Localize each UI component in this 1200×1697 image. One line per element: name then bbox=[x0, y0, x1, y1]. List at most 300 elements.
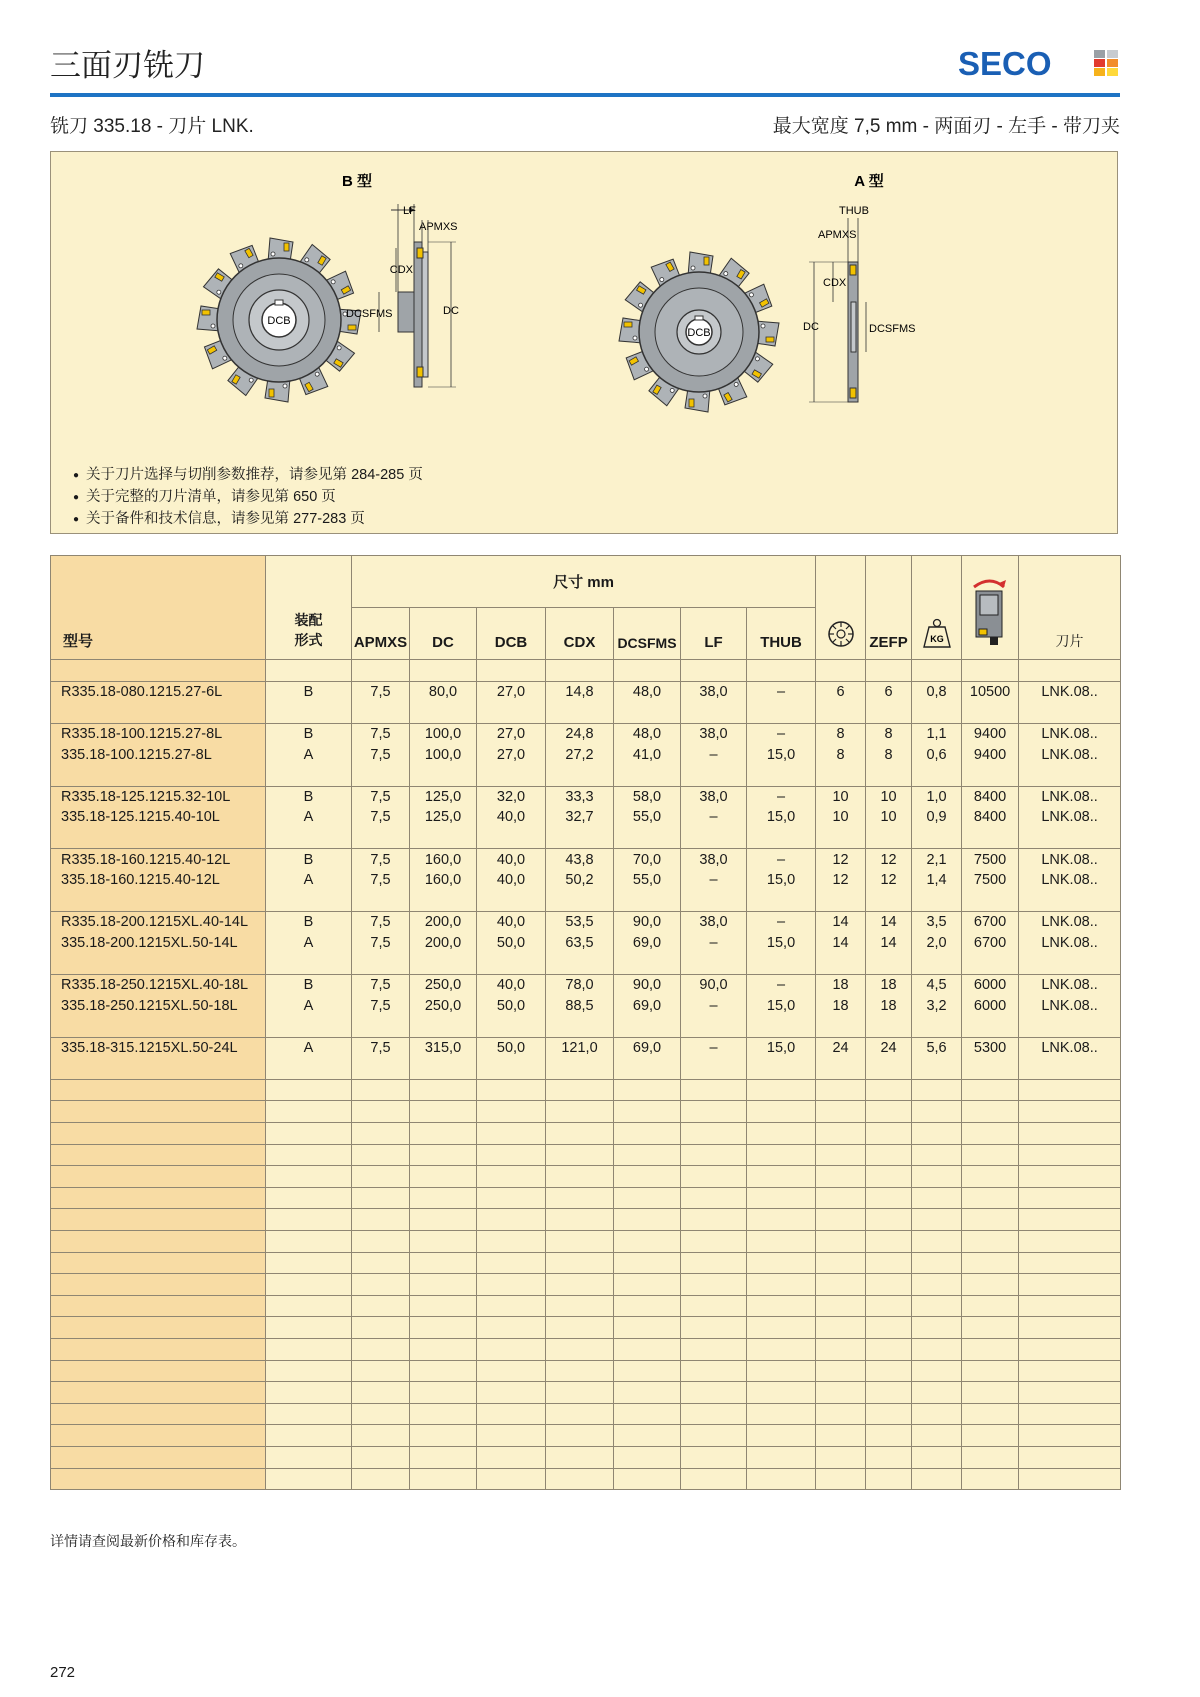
table-cell bbox=[477, 891, 546, 912]
table-cell bbox=[962, 1446, 1019, 1468]
table-row bbox=[51, 996, 1121, 1017]
table-cell bbox=[1019, 1468, 1121, 1490]
col-header-weight bbox=[912, 556, 962, 660]
table-cell bbox=[546, 1382, 614, 1404]
table-row bbox=[51, 744, 1121, 765]
table-cell bbox=[912, 660, 962, 682]
cell-dc: 200,0 bbox=[410, 912, 477, 933]
table-cell bbox=[352, 1079, 410, 1101]
table-cell bbox=[410, 1360, 477, 1382]
table-cell bbox=[962, 1425, 1019, 1447]
table-cell bbox=[816, 702, 866, 723]
table-cell bbox=[614, 1187, 681, 1209]
cell-cdx: 121,0 bbox=[546, 1037, 614, 1058]
table-cell bbox=[747, 660, 816, 682]
table-cell bbox=[51, 702, 266, 723]
cell-insert: LNK.08.. bbox=[1019, 723, 1121, 744]
cdx-label-a: CDX bbox=[823, 277, 847, 289]
table-spacer-row bbox=[51, 702, 1121, 723]
table-cell bbox=[51, 1079, 266, 1101]
cell-dc: 160,0 bbox=[410, 870, 477, 891]
cell-dc: 250,0 bbox=[410, 996, 477, 1017]
table-cell bbox=[1019, 1425, 1121, 1447]
table-cell bbox=[266, 765, 352, 786]
table-cell bbox=[266, 953, 352, 974]
table-cell bbox=[962, 1144, 1019, 1166]
table-cell bbox=[681, 660, 747, 682]
table-cell bbox=[866, 953, 912, 974]
table-cell bbox=[816, 1468, 866, 1490]
table-cell bbox=[912, 1058, 962, 1079]
table-cell bbox=[266, 1317, 352, 1339]
table-cell bbox=[866, 1382, 912, 1404]
table-cell bbox=[410, 1339, 477, 1361]
table-cell bbox=[410, 1166, 477, 1188]
table-cell bbox=[912, 1295, 962, 1317]
table-row bbox=[51, 870, 1121, 891]
col-group-dims: 尺寸 mm bbox=[352, 556, 816, 608]
table-cell bbox=[1019, 1166, 1121, 1188]
cell-rpm: 8400 bbox=[962, 786, 1019, 807]
col-header-code: 型号 bbox=[51, 556, 266, 660]
table-cell bbox=[962, 1231, 1019, 1253]
cell-dc: 100,0 bbox=[410, 744, 477, 765]
table-cell bbox=[1019, 1079, 1121, 1101]
cell-rpm: 6700 bbox=[962, 933, 1019, 954]
page-title: 三面刃铣刀 bbox=[50, 48, 205, 84]
table-cell bbox=[912, 1123, 962, 1145]
table-cell bbox=[477, 1446, 546, 1468]
table-cell bbox=[352, 1231, 410, 1253]
table-cell bbox=[912, 1231, 962, 1253]
cell-lf: 38,0 bbox=[681, 723, 747, 744]
table-spacer-row bbox=[51, 891, 1121, 912]
table-cell bbox=[912, 765, 962, 786]
table-cell bbox=[912, 702, 962, 723]
cell-thub: 15,0 bbox=[747, 870, 816, 891]
col-header-dcsfms: DCSFMS bbox=[614, 608, 681, 660]
cell-dcb: 40,0 bbox=[477, 849, 546, 870]
cell-mount: A bbox=[266, 933, 352, 954]
cell-thub: – bbox=[747, 974, 816, 995]
table-cell bbox=[962, 1403, 1019, 1425]
table-cell bbox=[352, 1425, 410, 1447]
table-cell bbox=[352, 1101, 410, 1123]
table-cell bbox=[747, 1403, 816, 1425]
table-cell bbox=[681, 1231, 747, 1253]
table-cell bbox=[266, 1274, 352, 1296]
table-empty-row bbox=[51, 1382, 1121, 1404]
col-header-thub: THUB bbox=[747, 608, 816, 660]
cell-dc: 125,0 bbox=[410, 786, 477, 807]
cell-code: 335.18-200.1215XL.50-14L bbox=[51, 933, 266, 954]
table-cell bbox=[816, 1252, 866, 1274]
mount-header-text: 装配形式 bbox=[294, 613, 323, 649]
col-header-cdx: CDX bbox=[546, 608, 614, 660]
product-spec-summary: 最大宽度 7,5 mm - 两面刃 - 左手 - 带刀夹 bbox=[772, 116, 1120, 137]
table-cell bbox=[1019, 1446, 1121, 1468]
table-cell bbox=[477, 828, 546, 849]
table-cell bbox=[962, 1209, 1019, 1231]
table-cell bbox=[1019, 1144, 1121, 1166]
table-cell bbox=[747, 1382, 816, 1404]
table-empty-row bbox=[51, 1295, 1121, 1317]
table-cell bbox=[410, 1209, 477, 1231]
col-header-apmxs: APMXS bbox=[352, 608, 410, 660]
table-empty-row bbox=[51, 1252, 1121, 1274]
type-b-cutter-side-view bbox=[346, 204, 459, 387]
table-cell bbox=[266, 1209, 352, 1231]
cell-zefp: 18 bbox=[866, 996, 912, 1017]
table-cell bbox=[912, 1144, 962, 1166]
table-cell bbox=[816, 1079, 866, 1101]
table-cell bbox=[747, 1166, 816, 1188]
table-cell bbox=[352, 953, 410, 974]
table-cell bbox=[266, 1231, 352, 1253]
cell-rpm: 7500 bbox=[962, 870, 1019, 891]
table-cell bbox=[816, 1144, 866, 1166]
table-cell bbox=[51, 891, 266, 912]
col-header-dcb: DCB bbox=[477, 608, 546, 660]
table-cell bbox=[352, 1403, 410, 1425]
table-cell bbox=[747, 702, 816, 723]
cell-mount: A bbox=[266, 1037, 352, 1058]
table-cell bbox=[912, 1339, 962, 1361]
note-item: ● 关于刀片选择与切削参数推荐，请参见第 284-285 页 bbox=[73, 465, 423, 487]
cell-cdx: 32,7 bbox=[546, 807, 614, 828]
table-cell bbox=[546, 1058, 614, 1079]
spec-table bbox=[50, 555, 1121, 1490]
cell-zefp: 14 bbox=[866, 912, 912, 933]
table-cell bbox=[681, 1339, 747, 1361]
cell-cdx: 88,5 bbox=[546, 996, 614, 1017]
table-cell bbox=[410, 1446, 477, 1468]
cell-cdx: 14,8 bbox=[546, 681, 614, 702]
table-cell bbox=[866, 1468, 912, 1490]
table-cell bbox=[866, 1360, 912, 1382]
table-cell bbox=[546, 1274, 614, 1296]
table-cell bbox=[681, 1101, 747, 1123]
table-cell bbox=[477, 1317, 546, 1339]
table-cell bbox=[962, 1101, 1019, 1123]
table-cell bbox=[410, 1317, 477, 1339]
cell-insert: LNK.08.. bbox=[1019, 912, 1121, 933]
cell-insert: LNK.08.. bbox=[1019, 996, 1121, 1017]
table-cell bbox=[962, 1058, 1019, 1079]
table-cell bbox=[614, 1209, 681, 1231]
cell-mount: B bbox=[266, 723, 352, 744]
table-cell bbox=[477, 1016, 546, 1037]
table-cell bbox=[866, 1144, 912, 1166]
cell-insert: LNK.08.. bbox=[1019, 870, 1121, 891]
table-row bbox=[51, 1037, 1121, 1058]
table-cell bbox=[962, 1016, 1019, 1037]
table-cell bbox=[410, 1382, 477, 1404]
cell-mount: A bbox=[266, 996, 352, 1017]
brand-wordmark: SECO bbox=[958, 45, 1052, 82]
table-cell bbox=[681, 1016, 747, 1037]
table-cell bbox=[410, 1295, 477, 1317]
type-a-cutter-side-view bbox=[803, 205, 915, 402]
cell-dcsfms: 69,0 bbox=[614, 996, 681, 1017]
table-spacer-row bbox=[51, 1016, 1121, 1037]
table-cell bbox=[816, 765, 866, 786]
table-cell bbox=[614, 1317, 681, 1339]
table-cell bbox=[912, 828, 962, 849]
table-cell bbox=[962, 1274, 1019, 1296]
table-cell bbox=[681, 765, 747, 786]
table-cell bbox=[747, 1425, 816, 1447]
cell-dcsfms: 90,0 bbox=[614, 974, 681, 995]
table-cell bbox=[912, 1079, 962, 1101]
col-header-lf: LF bbox=[681, 608, 747, 660]
table-row bbox=[51, 974, 1121, 995]
cell-dcb: 50,0 bbox=[477, 933, 546, 954]
table-cell bbox=[410, 660, 477, 682]
cell-rpm: 9400 bbox=[962, 723, 1019, 744]
cell-insert: LNK.08.. bbox=[1019, 974, 1121, 995]
cell-cdx: 43,8 bbox=[546, 849, 614, 870]
table-cell bbox=[614, 828, 681, 849]
table-cell bbox=[962, 1252, 1019, 1274]
table-cell bbox=[1019, 1058, 1121, 1079]
table-cell bbox=[546, 1446, 614, 1468]
cell-insert: LNK.08.. bbox=[1019, 807, 1121, 828]
table-cell bbox=[410, 1016, 477, 1037]
cell-dcb: 27,0 bbox=[477, 744, 546, 765]
cell-kg: 5,6 bbox=[912, 1037, 962, 1058]
table-cell bbox=[614, 765, 681, 786]
table-cell bbox=[866, 1166, 912, 1188]
table-cell bbox=[266, 1360, 352, 1382]
cell-insert: LNK.08.. bbox=[1019, 1037, 1121, 1058]
cell-code: 335.18-125.1215.40-10L bbox=[51, 807, 266, 828]
table-cell bbox=[912, 1187, 962, 1209]
kg-label: KG bbox=[929, 634, 944, 644]
cell-code: R335.18-160.1215.40-12L bbox=[51, 849, 266, 870]
cell-apmxs: 7,5 bbox=[352, 807, 410, 828]
col-header-insert: 刀片 bbox=[1019, 556, 1121, 660]
table-cell bbox=[912, 1101, 962, 1123]
table-cell bbox=[866, 1274, 912, 1296]
cell-dcb: 40,0 bbox=[477, 912, 546, 933]
table-cell bbox=[816, 953, 866, 974]
cell-thub: 15,0 bbox=[747, 807, 816, 828]
table-cell bbox=[477, 1101, 546, 1123]
table-cell bbox=[962, 702, 1019, 723]
table-empty-row bbox=[51, 1144, 1121, 1166]
cell-insert: LNK.08.. bbox=[1019, 744, 1121, 765]
table-cell bbox=[866, 1252, 912, 1274]
table-cell bbox=[477, 1252, 546, 1274]
table-cell bbox=[266, 891, 352, 912]
table-cell bbox=[614, 891, 681, 912]
cell-insert: LNK.08.. bbox=[1019, 933, 1121, 954]
table-cell bbox=[410, 1231, 477, 1253]
table-cell bbox=[747, 1274, 816, 1296]
cell-dc: 160,0 bbox=[410, 849, 477, 870]
spec-table-body bbox=[51, 660, 1121, 1490]
lf-label-b: LF bbox=[403, 205, 416, 217]
col-header-mount bbox=[266, 556, 352, 660]
table-cell bbox=[51, 1144, 266, 1166]
table-cell bbox=[477, 702, 546, 723]
table-cell bbox=[477, 1274, 546, 1296]
table-cell bbox=[477, 1079, 546, 1101]
table-cell bbox=[614, 1295, 681, 1317]
cell-lf: 90,0 bbox=[681, 974, 747, 995]
cutter-drawings bbox=[51, 152, 1117, 452]
cell-dc: 100,0 bbox=[410, 723, 477, 744]
table-cell bbox=[477, 1382, 546, 1404]
table-cell bbox=[866, 1295, 912, 1317]
table-cell bbox=[51, 1187, 266, 1209]
table-cell bbox=[410, 1274, 477, 1296]
table-cell bbox=[266, 1016, 352, 1037]
cell-kg: 0,8 bbox=[912, 681, 962, 702]
table-cell bbox=[681, 1252, 747, 1274]
table-cell bbox=[477, 1339, 546, 1361]
table-cell bbox=[681, 1058, 747, 1079]
table-cell bbox=[747, 1058, 816, 1079]
table-cell bbox=[747, 1209, 816, 1231]
table-cell bbox=[816, 1231, 866, 1253]
table-cell bbox=[866, 1209, 912, 1231]
table-cell bbox=[477, 1403, 546, 1425]
table-cell bbox=[614, 1425, 681, 1447]
table-cell bbox=[1019, 1209, 1121, 1231]
cell-dcsfms: 48,0 bbox=[614, 723, 681, 744]
table-cell bbox=[681, 1446, 747, 1468]
dc-label-b: DC bbox=[443, 305, 459, 317]
cell-dc: 200,0 bbox=[410, 933, 477, 954]
table-cell bbox=[352, 1360, 410, 1382]
cell-dcsfms: 55,0 bbox=[614, 807, 681, 828]
table-cell bbox=[1019, 1403, 1121, 1425]
cell-z: 14 bbox=[816, 912, 866, 933]
table-cell bbox=[410, 828, 477, 849]
table-cell bbox=[614, 1339, 681, 1361]
cell-cdx: 33,3 bbox=[546, 786, 614, 807]
table-cell bbox=[266, 1382, 352, 1404]
cell-kg: 3,5 bbox=[912, 912, 962, 933]
table-cell bbox=[866, 1058, 912, 1079]
table-cell bbox=[816, 828, 866, 849]
table-empty-row bbox=[51, 1468, 1121, 1490]
table-cell bbox=[681, 1079, 747, 1101]
note-item: ● 关于完整的刀片清单，请参见第 650 页 bbox=[73, 487, 423, 509]
table-cell bbox=[1019, 828, 1121, 849]
table-cell bbox=[1019, 1101, 1121, 1123]
table-cell bbox=[816, 1209, 866, 1231]
table-cell bbox=[747, 828, 816, 849]
table-cell bbox=[614, 1468, 681, 1490]
table-cell bbox=[747, 1123, 816, 1145]
table-cell bbox=[912, 1166, 962, 1188]
table-cell bbox=[816, 891, 866, 912]
product-subtitle: 铣刀 335.18 - 刀片 LNK. bbox=[50, 116, 254, 137]
cell-thub: 15,0 bbox=[747, 996, 816, 1017]
table-cell bbox=[477, 1468, 546, 1490]
table-cell bbox=[410, 1058, 477, 1079]
table-cell bbox=[546, 1187, 614, 1209]
table-cell bbox=[410, 1079, 477, 1101]
header-rule bbox=[50, 93, 1120, 97]
cell-apmxs: 7,5 bbox=[352, 974, 410, 995]
table-cell bbox=[681, 1382, 747, 1404]
table-cell bbox=[816, 1101, 866, 1123]
cell-cdx: 53,5 bbox=[546, 912, 614, 933]
table-row bbox=[51, 933, 1121, 954]
table-cell bbox=[51, 1058, 266, 1079]
cell-insert: LNK.08.. bbox=[1019, 681, 1121, 702]
table-cell bbox=[410, 702, 477, 723]
table-cell bbox=[816, 1058, 866, 1079]
cdx-label-b: CDX bbox=[389, 264, 413, 276]
cell-zefp: 8 bbox=[866, 723, 912, 744]
cell-apmxs: 7,5 bbox=[352, 933, 410, 954]
table-cell bbox=[477, 1231, 546, 1253]
cell-kg: 2,0 bbox=[912, 933, 962, 954]
table-cell bbox=[266, 1058, 352, 1079]
table-cell bbox=[614, 1101, 681, 1123]
table-cell bbox=[546, 1166, 614, 1188]
reference-notes bbox=[73, 465, 423, 531]
table-cell bbox=[816, 1016, 866, 1037]
table-cell bbox=[912, 1382, 962, 1404]
cell-dcsfms: 48,0 bbox=[614, 681, 681, 702]
table-cell bbox=[546, 1317, 614, 1339]
table-cell bbox=[747, 1339, 816, 1361]
table-cell bbox=[681, 1144, 747, 1166]
table-cell bbox=[962, 1295, 1019, 1317]
cell-dc: 250,0 bbox=[410, 974, 477, 995]
cell-apmxs: 7,5 bbox=[352, 681, 410, 702]
cell-rpm: 5300 bbox=[962, 1037, 1019, 1058]
table-cell bbox=[1019, 1360, 1121, 1382]
cell-dcb: 27,0 bbox=[477, 681, 546, 702]
table-cell bbox=[352, 660, 410, 682]
col-header-teeth bbox=[816, 556, 866, 660]
table-cell bbox=[546, 1209, 614, 1231]
table-cell bbox=[747, 1360, 816, 1382]
table-cell bbox=[546, 1403, 614, 1425]
table-cell bbox=[681, 1317, 747, 1339]
cell-zefp: 12 bbox=[866, 870, 912, 891]
cell-rpm: 7500 bbox=[962, 849, 1019, 870]
cell-cdx: 63,5 bbox=[546, 933, 614, 954]
table-cell bbox=[681, 1468, 747, 1490]
table-cell bbox=[51, 953, 266, 974]
table-cell bbox=[614, 953, 681, 974]
table-cell bbox=[962, 660, 1019, 682]
table-cell bbox=[51, 1339, 266, 1361]
cell-mount: B bbox=[266, 974, 352, 995]
table-cell bbox=[962, 765, 1019, 786]
table-cell bbox=[866, 1425, 912, 1447]
table-cell bbox=[1019, 1274, 1121, 1296]
table-cell bbox=[614, 702, 681, 723]
table-cell bbox=[912, 1209, 962, 1231]
cell-z: 18 bbox=[816, 974, 866, 995]
table-cell bbox=[816, 1317, 866, 1339]
cell-apmxs: 7,5 bbox=[352, 786, 410, 807]
table-cell bbox=[410, 765, 477, 786]
table-cell bbox=[681, 702, 747, 723]
table-cell bbox=[352, 1187, 410, 1209]
table-cell bbox=[477, 1209, 546, 1231]
table-cell bbox=[51, 1016, 266, 1037]
